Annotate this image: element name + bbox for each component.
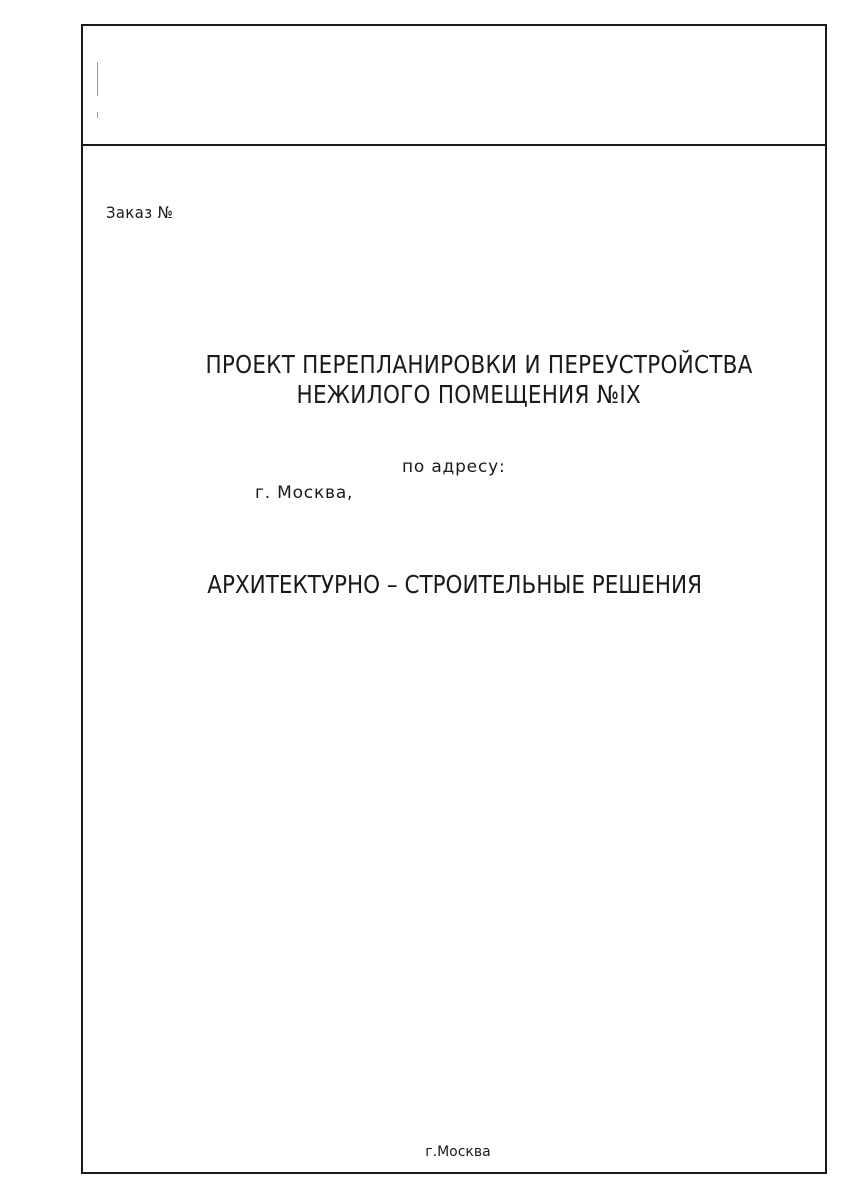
- section-title-text: АРХИТЕКТУРНО – СТРОИТЕЛЬНЫЕ РЕШЕНИЯ: [207, 570, 703, 599]
- project-title: [90, 350, 820, 410]
- footer-city: г.Москва: [425, 1144, 491, 1160]
- frame-header-band: [83, 26, 825, 146]
- section-title: [90, 570, 820, 600]
- order-number-label: Заказ №: [106, 203, 174, 222]
- project-title-line-1: ПРОЕКТ ПЕРЕПЛАНИРОВКИ И ПЕРЕУСТРОЙСТВА: [205, 350, 753, 379]
- project-title-line-2: НЕЖИЛОГО ПОМЕЩЕНИЯ №IX: [296, 380, 641, 409]
- address-city: г. Москва,: [255, 483, 354, 503]
- address-label: по адресу:: [402, 457, 506, 477]
